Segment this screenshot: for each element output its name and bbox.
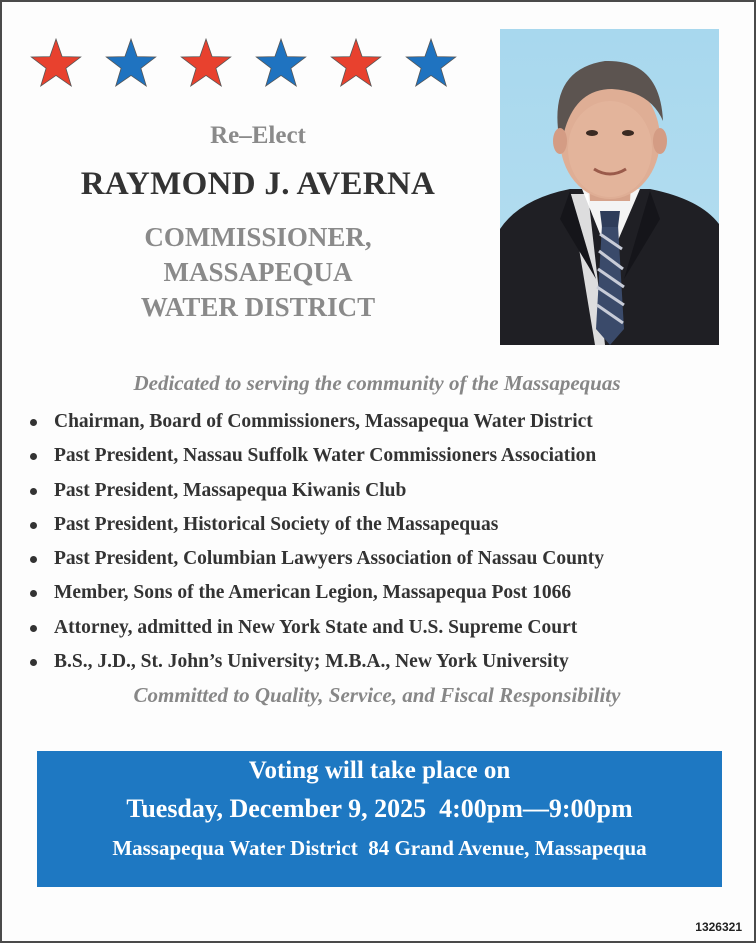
credential-item — [30, 476, 730, 510]
office-title — [62, 220, 454, 325]
credential-item — [30, 647, 730, 681]
credential-item — [30, 510, 730, 544]
bullet-icon — [30, 488, 37, 495]
star-icon — [330, 38, 382, 90]
bullet-icon — [30, 590, 37, 597]
credential-text: Past President, Historical Society of the Massapequas — [54, 513, 499, 535]
voting-banner — [37, 751, 722, 887]
credential-text: Past President, Nassau Suffolk Water Commissioners Association — [54, 445, 597, 467]
credential-item — [30, 613, 730, 647]
credential-text: Past President, Massapequa Kiwanis Club — [54, 479, 407, 501]
candidate-photo — [500, 29, 719, 345]
bullet-icon — [30, 556, 37, 563]
star-icon — [180, 38, 232, 90]
candidate-portrait-icon — [500, 29, 719, 345]
voting-intro: Voting will take place on — [248, 757, 511, 784]
bullet-icon — [30, 625, 37, 632]
star-icon — [255, 38, 307, 90]
credential-text: B.S., J.D., St. John’s University; M.B.A., New York University — [54, 651, 569, 673]
credential-item — [30, 407, 730, 441]
credential-text: Member, Sons of the American Legion, Massapequa Post 1066 — [54, 582, 572, 604]
bullet-icon — [30, 453, 37, 460]
voting-location: Massapequa Water District 84 Grand Avenue, Massapequa — [112, 836, 647, 860]
stars-row — [30, 38, 462, 92]
credential-text: Past President, Columbian Lawyers Association of Nassau County — [54, 548, 605, 570]
candidate-name: RAYMOND J. AVERNA — [80, 166, 436, 202]
bullet-icon — [30, 659, 37, 666]
ad-number: 1326321 — [695, 920, 742, 934]
voting-date-time: Tuesday, December 9, 2025 4:00pm—9:00pm — [126, 794, 633, 823]
credential-text: Attorney, admitted in New York State and U.S. Supreme Court — [54, 616, 578, 638]
tagline-bottom: Committed to Quality, Service, and Fiscal Responsibility — [133, 683, 621, 707]
credential-item — [30, 544, 730, 578]
credential-item — [30, 578, 730, 612]
reelect-label: Re–Elect — [210, 122, 306, 149]
star-icon — [105, 38, 157, 90]
bullet-icon — [30, 522, 37, 529]
credential-item — [30, 441, 730, 475]
star-icon — [405, 38, 457, 90]
star-icon — [30, 38, 82, 90]
office-line: WATER DISTRICT — [140, 292, 376, 322]
bullet-icon — [30, 419, 37, 426]
office-line: MASSAPEQUA — [163, 257, 353, 287]
credentials-list — [30, 407, 730, 681]
credential-text: Chairman, Board of Commissioners, Massapequa Water District — [54, 411, 593, 432]
office-line: COMMISSIONER, — [144, 222, 372, 252]
tagline-top: Dedicated to serving the community of the Massapequas — [133, 371, 621, 395]
